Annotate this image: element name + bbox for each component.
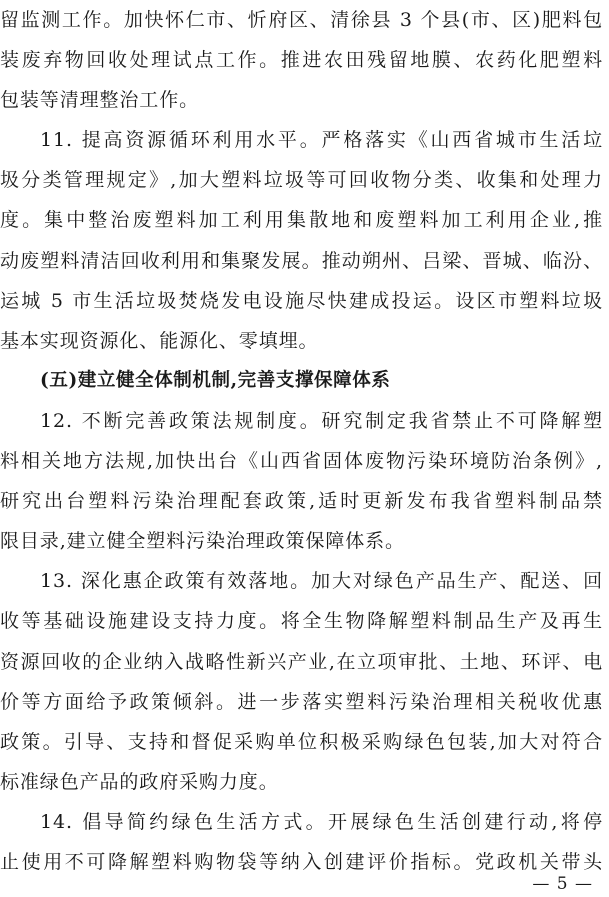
- text-line: 收等基础设施建设支持力度。将全生物降解塑料制品生产及再生: [0, 610, 603, 632]
- text-line: 基本实现资源化、能源化、零填埋。: [0, 330, 319, 352]
- text-line: 包装等清理整治工作。: [0, 89, 200, 111]
- text-line: 资源回收的企业纳入战略性新兴产业,在立项审批、土地、环评、电: [0, 651, 603, 673]
- text-line: 料相关地方法规,加快出台《山西省固体废物污染环境防治条例》,: [0, 450, 603, 472]
- page-number: — 5 —: [532, 874, 593, 894]
- text-line: 研究出台塑料污染治理配套政策,适时更新发布我省塑料制品禁: [0, 490, 603, 512]
- paragraph-14-title: 14. 倡导简约绿色生活方式。开展绿色生活创建行动,将停: [40, 811, 603, 833]
- text-line: 度。集中整治废塑料加工利用集散地和废塑料加工利用企业,推: [0, 209, 603, 231]
- text-line: 标准绿色产品的政府采购力度。: [0, 771, 279, 793]
- section-heading: (五)建立健全体制机制,完善支撑保障体系: [40, 370, 391, 391]
- paragraph-13-title: 13. 深化惠企政策有效落地。加大对绿色产品生产、配送、回: [40, 570, 603, 592]
- text-line: 留监测工作。加快怀仁市、忻府区、清徐县 3 个县(市、区)肥料包: [0, 9, 603, 31]
- text-line: 圾分类管理规定》,加大塑料垃圾等可回收物分类、收集和处理力: [0, 169, 603, 191]
- text-line: 运城 5 市生活垃圾焚烧发电设施尽快建成投运。设区市塑料垃圾: [0, 290, 603, 312]
- text-line: 限目录,建立健全塑料污染治理政策保障体系。: [0, 530, 405, 552]
- text-line: 政策。引导、支持和督促采购单位积极采购绿色包装,加大对符合: [0, 731, 603, 753]
- text-line: 装废弃物回收处理试点工作。推进农田残留地膜、农药化肥塑料: [0, 49, 603, 71]
- text-line: 止使用不可降解塑料购物袋等纳入创建评价指标。党政机关带头: [0, 851, 603, 873]
- paragraph-11-title: 11. 提高资源循环利用水平。严格落实《山西省城市生活垃: [40, 129, 603, 151]
- paragraph-12-title: 12. 不断完善政策法规制度。研究制定我省禁止不可降解塑: [40, 410, 603, 432]
- text-line: 动废塑料清洁回收利用和集聚发展。推动朔州、吕梁、晋城、临汾、: [0, 250, 603, 272]
- text-line: 价等方面给予政策倾斜。进一步落实塑料污染治理相关税收优惠: [0, 691, 603, 713]
